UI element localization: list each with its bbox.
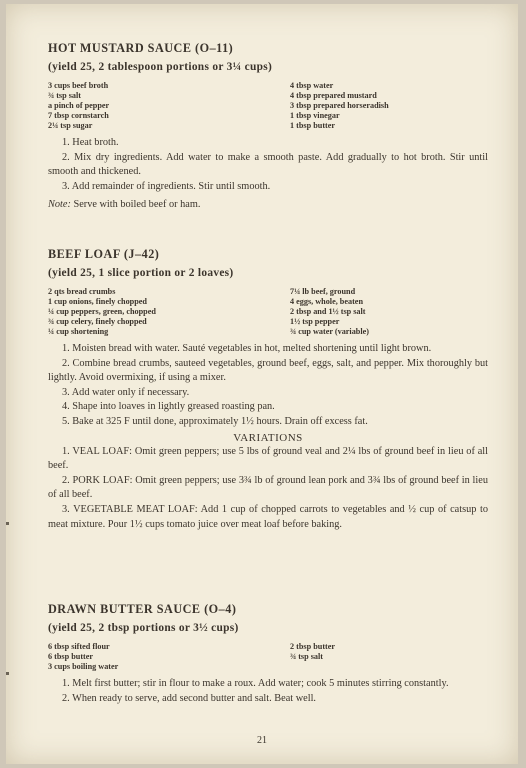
ingredient: ¼ cup shortening [48,327,109,336]
instruction-step: 3. Add remainder of ingredients. Stir until smooth. [62,180,271,192]
ingredient: 7¼ lb beef, ground [290,287,356,296]
instruction-step: 1. Heat broth. [62,137,119,148]
variation-item: 1. VEAL LOAF: Omit green peppers; use 5 lbs of ground veal and 2¼ lbs of ground beef in lieu of all beef. [48,445,488,472]
instruction-step: 2. Mix dry ingredients. Add water to make a smooth paste. Add gradually to hot broth. Stir until smooth and thickened. [48,151,488,178]
variation-item: 3. VEGETABLE MEAT LOAF: Add 1 cup of chopped carrots to vegetables and ½ cup of catsup to meat mixture. Pour 1½ cups tomato juice over meat loaf before baking. [48,503,488,530]
recipe-instructions [48,136,488,213]
instruction-step: 1. Moisten bread with water. Sauté vegetables in hot, melted shortening until light brown. [62,343,432,354]
binding-mark [6,672,9,675]
ingredient: 6 tbsp sifted flour [48,642,110,651]
binding-mark [6,522,9,525]
note-label: Note: [48,199,71,211]
ingredient: 4 tbsp prepared mustard [290,91,377,100]
recipe-title: DRAWN BUTTER SAUCE (O–4) [48,602,237,616]
variations-heading: VARIATIONS [233,431,303,444]
ingredients-list [48,642,488,672]
ingredient: ¾ tsp salt [290,652,323,661]
recipe-note [48,198,488,213]
ingredient: 7 tbsp cornstarch [48,111,109,120]
page-number: 21 [257,735,267,746]
ingredient: 2 tbsp butter [290,642,336,651]
ingredients-right-column [290,642,488,672]
note-text: Serve with boiled beef or ham. [70,199,201,211]
ingredient: ¾ cup water (variable) [290,327,369,336]
ingredient: 6 tbsp butter [48,652,94,661]
ingredients-left-column [48,642,290,672]
ingredient: 1 tbsp butter [290,121,336,130]
instruction-step: 3. Add water only if necessary. [62,386,190,398]
instruction-step: 2. Combine bread crumbs, sauteed vegetables, ground beef, eggs, salt, and pepper. Mix thoroughly but lightly. Avoid overmixing, if using a mixer. [48,357,488,384]
ingredient: 3 tbsp prepared horseradish [290,101,389,110]
variation-item: 2. PORK LOAF: Omit green peppers; use 3¾ lb of ground lean pork and 3¾ lbs of ground beef in lieu of all beef. [48,474,488,501]
ingredient: 2 qts bread crumbs [48,287,116,296]
instruction-step: 2. When ready to serve, add second butter and salt. Beat well. [62,692,317,704]
recipe-title: HOT MUSTARD SAUCE (O–11) [48,41,234,55]
recipe-yield: (yield 25, 1 slice portion or 2 loaves) [48,267,234,279]
recipe-drawn-butter-sauce [48,601,488,706]
ingredients-right-column [290,287,488,337]
ingredient: 2 tbsp and 1½ tsp salt [290,307,366,316]
recipe-hot-mustard-sauce [48,40,488,213]
ingredients-left-column [48,287,290,337]
ingredient: 1½ tsp pepper [290,317,340,326]
instruction-step: 5. Bake at 325 F until done, approximately 1½ hours. Drain off excess fat. [62,415,368,427]
ingredient: 4 eggs, whole, beaten [290,297,363,306]
recipe-title: BEEF LOAF (J–42) [48,247,160,261]
variations-list [48,445,488,533]
ingredient: ¾ tsp salt [48,91,81,100]
ingredient: a pinch of pepper [48,101,110,110]
ingredients-list [48,287,488,337]
recipe-instructions [48,677,488,706]
cookbook-page [6,4,518,764]
recipe-beef-loaf [48,246,488,532]
ingredient: 1 cup onions, finely chopped [48,297,147,306]
instruction-step: 4. Shape into loaves in lightly greased roasting pan. [62,401,275,413]
ingredient: 2¼ tsp sugar [48,121,93,130]
ingredient: 1 tbsp vinegar [290,111,340,120]
ingredient: 3 cups boiling water [48,662,119,671]
ingredients-left-column [48,81,290,131]
instruction-step: 1. Melt first butter; stir in flour to make a roux. Add water; cook 5 minutes stirring constantly. [62,678,449,689]
ingredient: 4 tbsp water [290,81,334,90]
ingredient: ¼ cup peppers, green, chopped [48,307,156,316]
ingredients-right-column [290,81,488,131]
ingredient: 3 cups beef broth [48,81,109,90]
recipe-instructions [48,342,488,430]
recipe-yield: (yield 25, 2 tbsp portions or 3½ cups) [48,622,239,634]
ingredients-list [48,81,488,131]
recipe-yield: (yield 25, 2 tablespoon portions or 3¼ cups) [48,61,273,73]
ingredient: ¾ cup celery, finely chopped [48,317,147,326]
